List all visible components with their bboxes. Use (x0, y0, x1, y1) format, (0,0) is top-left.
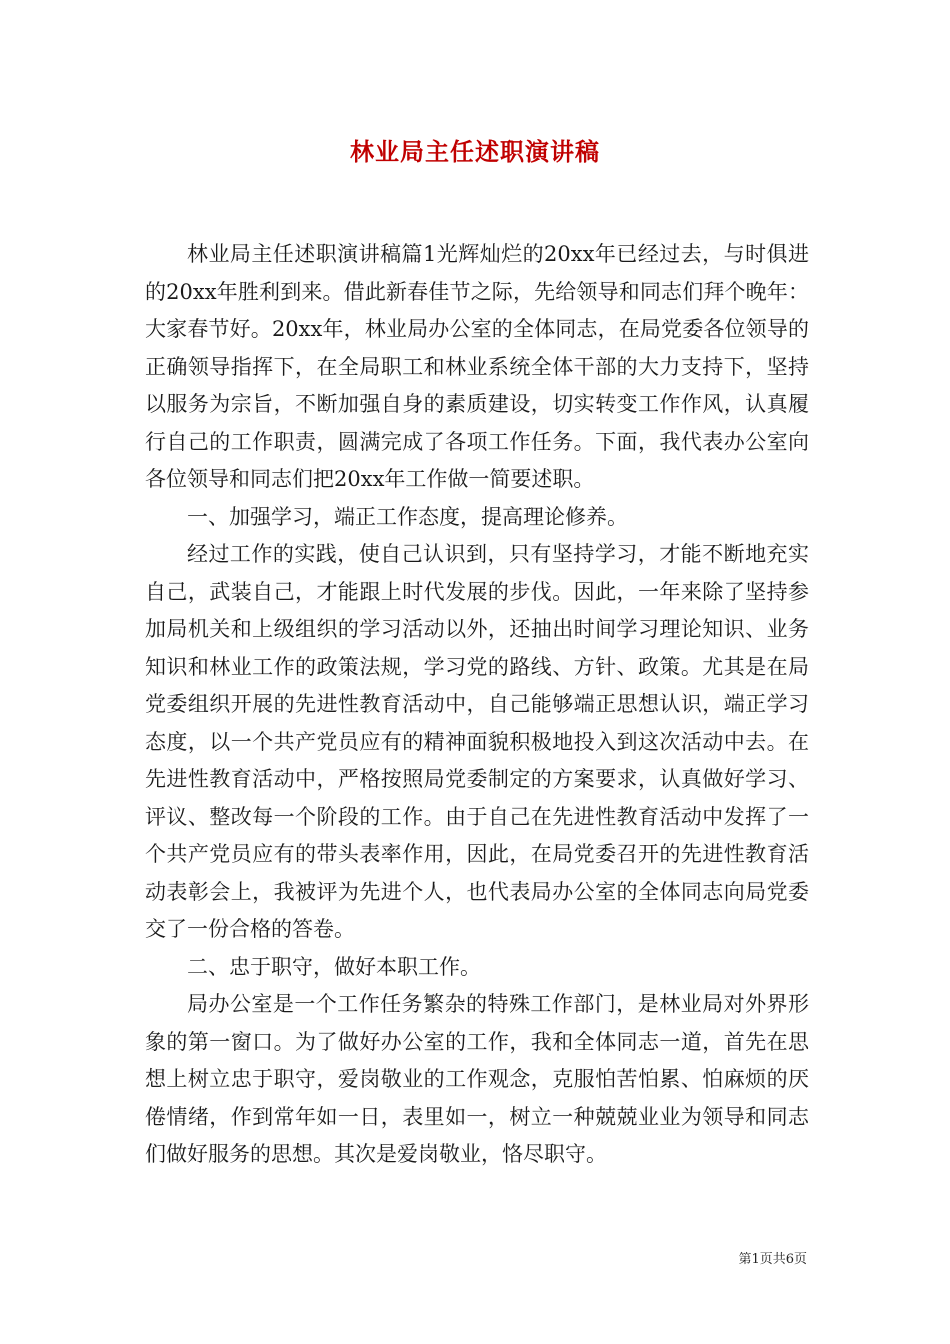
document-title: 林业局主任述职演讲稿 (350, 137, 600, 166)
paragraph-duty: 局办公室是一个工作任务繁杂的特殊工作部门，是林业局对外界形象的第一窗口。为了做好办公室的工作，我和全体同志一道，首先在思想上树立忠于职守，爱岗敬业的工作观念，克服怕苦怕累、怕麻烦的厌倦情绪，作到常年如一日，表里如一，树立一种兢兢业业为领导和同志们做好服务的思想。其次是爱岗敬业，恪尽职守。 (145, 992, 809, 1166)
paragraph-intro: 林业局主任述职演讲稿篇1光辉灿烂的20xx年已经过去，与时俱进的20xx年胜利到来。借此新春佳节之际，先给领导和同志们拜个晚年：大家春节好。20xx年，林业局办公室的全体同志，在局党委各位领导的正确领导指挥下，在全局职工和林业系统全体干部的大力支持下，坚持以服务为宗旨，不断加强自身的素质建设，切实转变工作作风，认真履行自己的工作职责，圆满完成了各项工作任务。下面，我代表办公室向各位领导和同志们把20xx年工作做一简要述职。 (145, 242, 809, 491)
page-number-footer: 第1页共6页 (738, 1252, 807, 1267)
document-body (145, 236, 809, 1174)
paragraph-learning: 经过工作的实践，使自己认识到，只有坚持学习，才能不断地充实自己，武装自己，才能跟上时代发展的步伐。因此，一年来除了坚持参加局机关和上级组织的学习活动以外，还抽出时间学习理论知识、业务知识和林业工作的政策法规，学习党的路线、方针、政策。尤其是在局党委组织开展的先进性教育活动中，自己能够端正思想认识，端正学习态度，以一个共产党员应有的精神面貌积极地投入到这次活动中去。在先进性教育活动中，严格按照局党委制定的方案要求，认真做好学习、评议、整改每一个阶段的工作。由于自己在先进性教育活动中发挥了一个共产党员应有的带头表率作用，因此，在局党委召开的先进性教育活动表彰会上，我被评为先进个人，也代表局办公室的全体同志向局党委交了一份合格的答卷。 (145, 542, 809, 941)
section-heading-2: 二、忠于职守，做好本职工作。 (187, 954, 481, 979)
section-heading-1: 一、加强学习，端正工作态度，提高理论修养。 (187, 504, 628, 529)
